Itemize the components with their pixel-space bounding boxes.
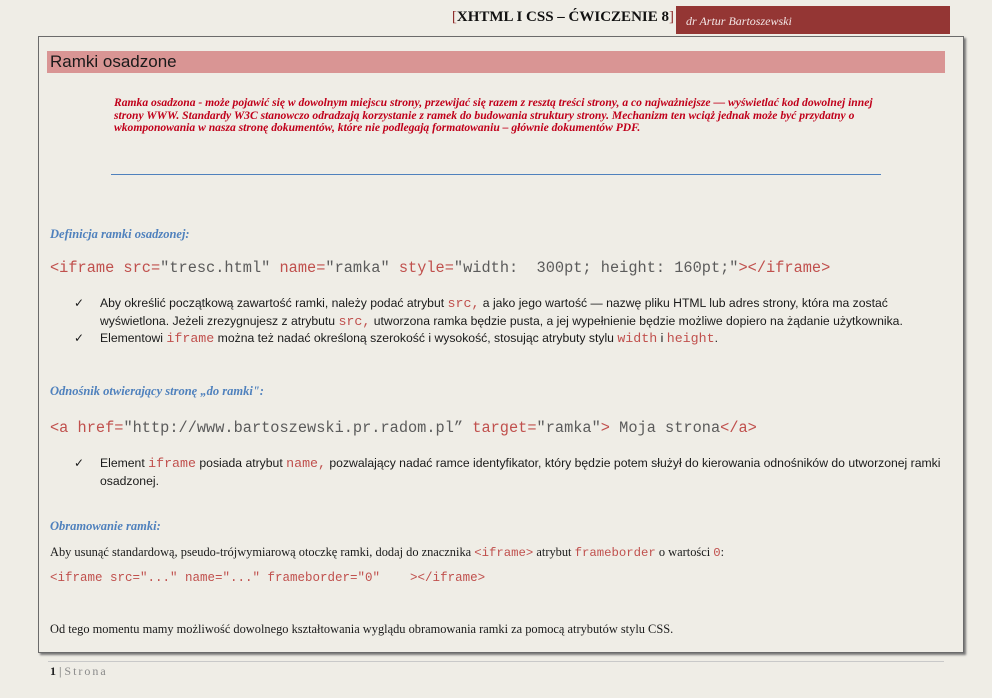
instruction-text: atrybut (533, 545, 575, 559)
inline-code: iframe (148, 456, 196, 471)
code-token: ></iframe> (738, 259, 831, 277)
border-instruction (50, 545, 724, 560)
code-token: Moja strona (619, 419, 721, 437)
definition-heading: Definicja ramki osadzonej: (50, 227, 190, 241)
bullet-text: utworzona ramka będzie pusta, a jej wypełnienie będzie możliwe dopiero na żądanie użytkownika. (370, 313, 903, 328)
code-token: "tresc.html" (160, 259, 271, 277)
anchor-code-example (50, 419, 757, 437)
title-bracket-close: ] (669, 9, 674, 25)
intro-divider (111, 174, 881, 175)
iframe-code-example (50, 259, 830, 277)
document-title (452, 9, 674, 26)
inline-code: src, (338, 313, 371, 329)
inline-code: frameborder (574, 546, 656, 560)
inline-code: height (666, 331, 715, 346)
border-heading: Obramowanie ramki: (50, 519, 161, 533)
bullet-text: posiada atrybut (196, 456, 287, 470)
bullet-text: pozwalający nadać ramce identyfikator, który będzie potem służył do kierowania odnośników do utworzonej ramki osadzonej. (100, 456, 941, 488)
check-icon: ✓ (74, 456, 85, 470)
inline-code: src, (447, 296, 480, 311)
link-bullets (74, 455, 944, 489)
title-bracket-open: [ (451, 9, 457, 25)
frameborder-code-example: <iframe src="..." name="..." frameborder="0" ></iframe> (50, 571, 486, 585)
instruction-text: Aby usunąć standardową, pseudo-trójwymiarową otoczkę ramki, dodaj do znacznika (50, 545, 475, 559)
code-token: </a> (720, 419, 757, 437)
code-token: <a href= (50, 419, 124, 437)
author-badge: dr Artur Bartoszewski (676, 6, 950, 34)
instruction-text: o wartości (655, 545, 714, 559)
code-token: "http://www.bartoszewski.pr.radom.pl” (123, 419, 464, 437)
inline-code: width (617, 331, 658, 346)
page-header (0, 4, 992, 34)
page-footer (50, 664, 108, 679)
content-frame (38, 36, 964, 653)
bullet-text: . (714, 331, 718, 345)
page-number: 1 (50, 664, 56, 678)
code-token: target= (463, 419, 537, 437)
code-token: "ramka" (536, 419, 601, 437)
instruction-text: : (720, 545, 725, 559)
inline-code: iframe (166, 331, 215, 346)
code-token: style= (389, 259, 454, 277)
bullet-text: i (657, 331, 667, 345)
bullet-text: Aby określić początkową zawartość ramki, należy podać atrybut (100, 296, 448, 310)
intro-paragraph: Ramka osadzona - może pojawić się w dowolnym miejscu strony, przewijać się razem z resztą treści strony, a co najważniejsze — wyświetlać kod dowolnej innej strony WWW. Standardy W3C stanowczo odradzają korzystanie z ramek do budowania struktury strony. Mechanizm ten wciąż jednak może być przydatny o wkomponowania w nasza stronę dokumentów, które nie podlegają formatowaniu – głównie dokumentów PDF. (114, 96, 873, 135)
link-heading: Odnośnik otwierający stronę „do ramki": (50, 384, 264, 398)
footer-divider (48, 661, 944, 662)
title-text: XHTML I CSS – ĆWICZENIE 8 (456, 9, 669, 25)
bullet-text: a jako jego wartość — nazwę pliku HTML lub adres strony, która ma zostać wyświetlona. Jeżeli zrezygnujesz z atrybutu (100, 296, 888, 328)
code-token: <iframe src= (50, 259, 161, 277)
bullet-text: Elementowi (100, 331, 167, 345)
footer-page-label: Strona (64, 664, 108, 678)
inline-code: name, (286, 456, 327, 471)
section-title: Ramki osadzone (47, 51, 945, 73)
inline-code: 0 (713, 546, 721, 560)
list-item (74, 295, 944, 330)
code-token: "ramka" (325, 259, 390, 277)
list-item (74, 330, 944, 348)
check-icon: ✓ (74, 296, 85, 310)
footer-separator: | (59, 664, 62, 678)
code-token: "width: 300pt; height: 160pt;" (453, 259, 739, 277)
inline-code: <iframe> (474, 546, 534, 560)
closing-paragraph: Od tego momentu mamy możliwość dowolnego kształtowania wyglądu obramowania ramki za pomocą atrybutów stylu CSS. (50, 622, 674, 636)
check-icon: ✓ (74, 331, 85, 345)
code-token: > (600, 419, 620, 437)
bullet-text: Element (100, 456, 149, 470)
bullet-text: można też nadać określoną szerokość i wysokość, stosując atrybuty stylu (214, 331, 618, 345)
list-item (74, 455, 944, 489)
definition-bullets (74, 295, 944, 348)
code-token: name= (270, 259, 326, 277)
